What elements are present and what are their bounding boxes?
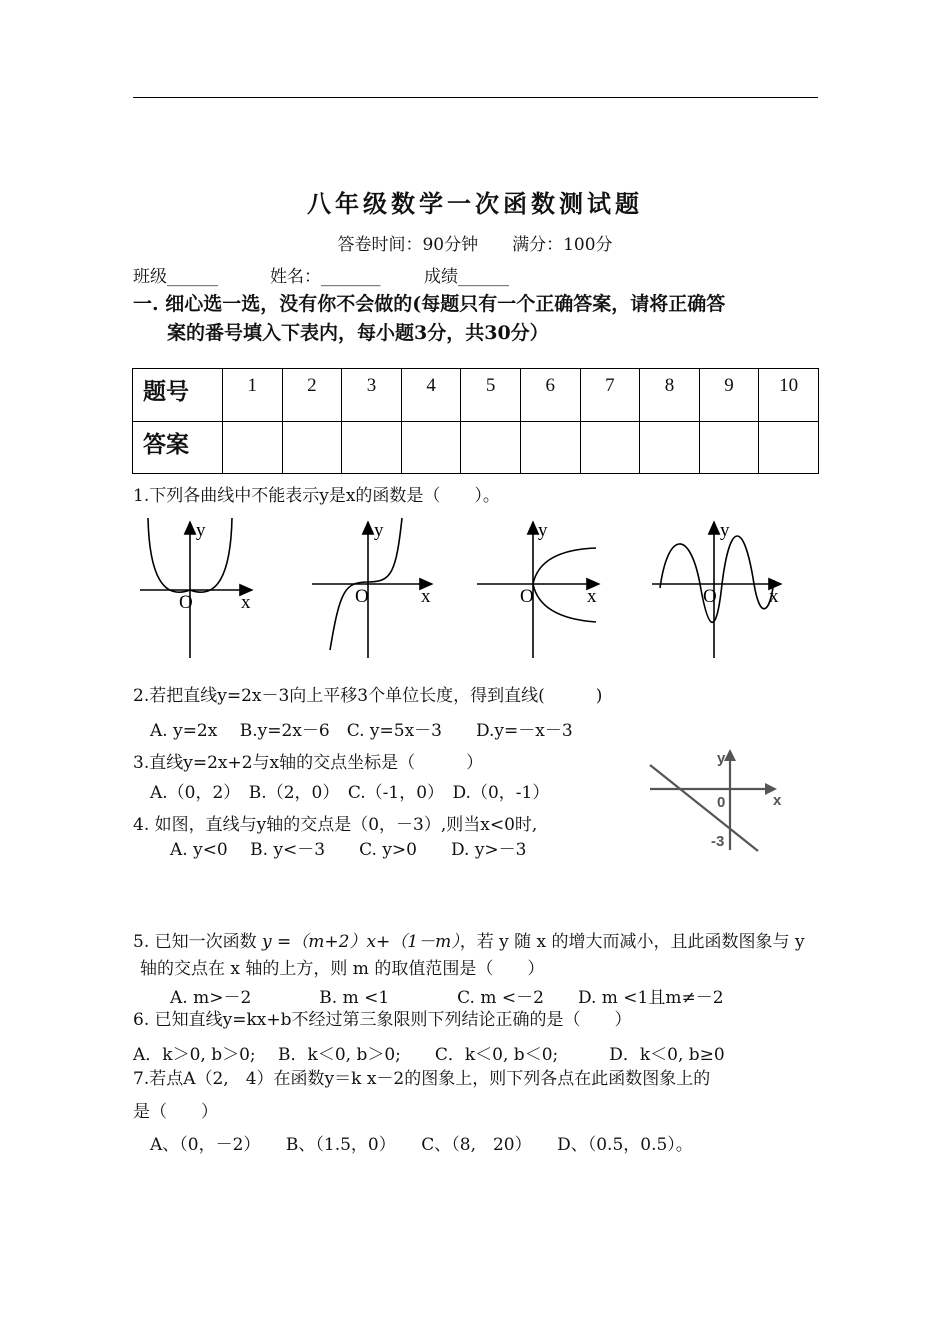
question-6-options: A．k＞0, b＞0; B．k＜0, b＞0; C．k＜0, b＜0; D．k＜0, b≥0 <box>133 1045 725 1065</box>
answer-cell[interactable] <box>699 421 759 474</box>
question-2-options: A. y=2x B.y=2x－6 C. y=5x－3 D.y=－x－3 <box>150 721 573 741</box>
answer-cell[interactable] <box>342 421 402 474</box>
question-2: 2.若把直线y=2x－3向上平移3个单位长度，得到直线( ) <box>133 686 603 706</box>
question-number: 7 <box>580 369 640 422</box>
y-arrow <box>724 749 736 761</box>
x-label: x <box>769 586 779 607</box>
question-number: 5 <box>461 369 521 422</box>
question-3: 3.直线y=2x+2与x轴的交点坐标是（ ） <box>133 753 484 773</box>
question-number: 10 <box>759 369 819 422</box>
q1-graphs <box>0 510 950 680</box>
x-label: x <box>587 586 597 607</box>
question-5 <box>133 927 805 952</box>
graph-b <box>312 518 432 658</box>
question-6: 6. 已知直线y=kx+b不经过第三象限则下列结论正确的是（ ） <box>133 1010 632 1030</box>
table-row-answers <box>133 421 819 474</box>
question-number: 4 <box>401 369 461 422</box>
name-field: 姓名：_______ <box>270 267 381 287</box>
q5-formula: y =（m+2）x+（1－m） <box>262 932 460 952</box>
page-title: 八年级数学一次函数测试题 <box>307 189 643 218</box>
origin-label: O <box>355 586 369 607</box>
question-number: 8 <box>640 369 700 422</box>
neg3-label: -3 <box>711 833 725 850</box>
section1-heading-cont: 案的番号填入下表内，每小题3分，共30分） <box>167 322 549 344</box>
question-5-cont: 轴的交点在 x 轴的上方，则 m 的取值范围是（ ） <box>140 959 545 979</box>
class-field: 班级______ <box>133 267 218 287</box>
q4-graph <box>645 745 795 855</box>
q5-text-a: 5. 已知一次函数 <box>133 932 263 952</box>
question-number: 9 <box>699 369 759 422</box>
x-label: x <box>241 592 251 613</box>
origin-label: O <box>520 586 534 607</box>
question-1: 1.下列各曲线中不能表示y是x的函数是（ ）。 <box>133 486 500 506</box>
y-label: y <box>720 520 730 541</box>
x-label: x <box>773 792 782 809</box>
section1-heading: 一. 细心选一选，没有你不会做的(每题只有一个正确答案，请将正确答 <box>133 293 726 315</box>
curve <box>533 548 596 622</box>
curve <box>660 536 774 622</box>
origin-label: O <box>703 586 717 607</box>
question-number: 3 <box>342 369 402 422</box>
table-row-numbers <box>133 369 819 422</box>
answer-cell[interactable] <box>520 421 580 474</box>
question-5-options: A. m>－2 B. m <1 C. m <－2 D. m <1且m≠－2 <box>170 988 724 1008</box>
answer-cell[interactable] <box>282 421 342 474</box>
q5-text-c: ，若 y 随 x 的增大而减小，且此函数图象与 y <box>459 932 805 952</box>
question-7-options: A、（0，－2） B、（1.5，0） C、（8, 20） D、（0.5，0.5）。 <box>150 1135 693 1155</box>
line <box>650 765 758 851</box>
row-label-number: 题号 <box>133 369 223 422</box>
zero-label: 0 <box>717 794 726 811</box>
x-label: x <box>421 586 431 607</box>
origin-label: O <box>179 592 193 613</box>
question-4-options: A. y<0 B. y<－3 C. y>0 D. y>－3 <box>170 840 527 860</box>
question-7: 7.若点A（2, 4）在函数y＝k x－2的图象上，则下列各点在此函数图象上的 <box>133 1069 711 1089</box>
answer-cell[interactable] <box>401 421 461 474</box>
header-rule <box>133 97 818 98</box>
answer-cell[interactable] <box>223 421 283 474</box>
y-label: y <box>717 750 726 767</box>
question-number: 6 <box>520 369 580 422</box>
question-4: 4. 如图，直线与y轴的交点是（0，－3）,则当x<0时, <box>133 815 538 835</box>
answer-cell[interactable] <box>640 421 700 474</box>
question-number: 2 <box>282 369 342 422</box>
answer-cell[interactable] <box>580 421 640 474</box>
question-3-options: A.（0，2） B.（2，0） C.（-1，0） D.（0，-1） <box>150 783 550 803</box>
graph-c <box>477 522 599 658</box>
score-field: 成绩______ <box>424 267 509 287</box>
y-label: y <box>374 520 384 541</box>
answer-table <box>132 368 819 474</box>
row-label-answer: 答案 <box>133 421 223 474</box>
exam-info: 答卷时间：90分钟 满分：100分 <box>337 235 613 255</box>
answer-cell[interactable] <box>461 421 521 474</box>
question-number: 1 <box>223 369 283 422</box>
y-label: y <box>196 520 206 541</box>
answer-cell[interactable] <box>759 421 819 474</box>
y-label: y <box>538 520 548 541</box>
question-7-cont: 是（ ） <box>133 1102 218 1122</box>
